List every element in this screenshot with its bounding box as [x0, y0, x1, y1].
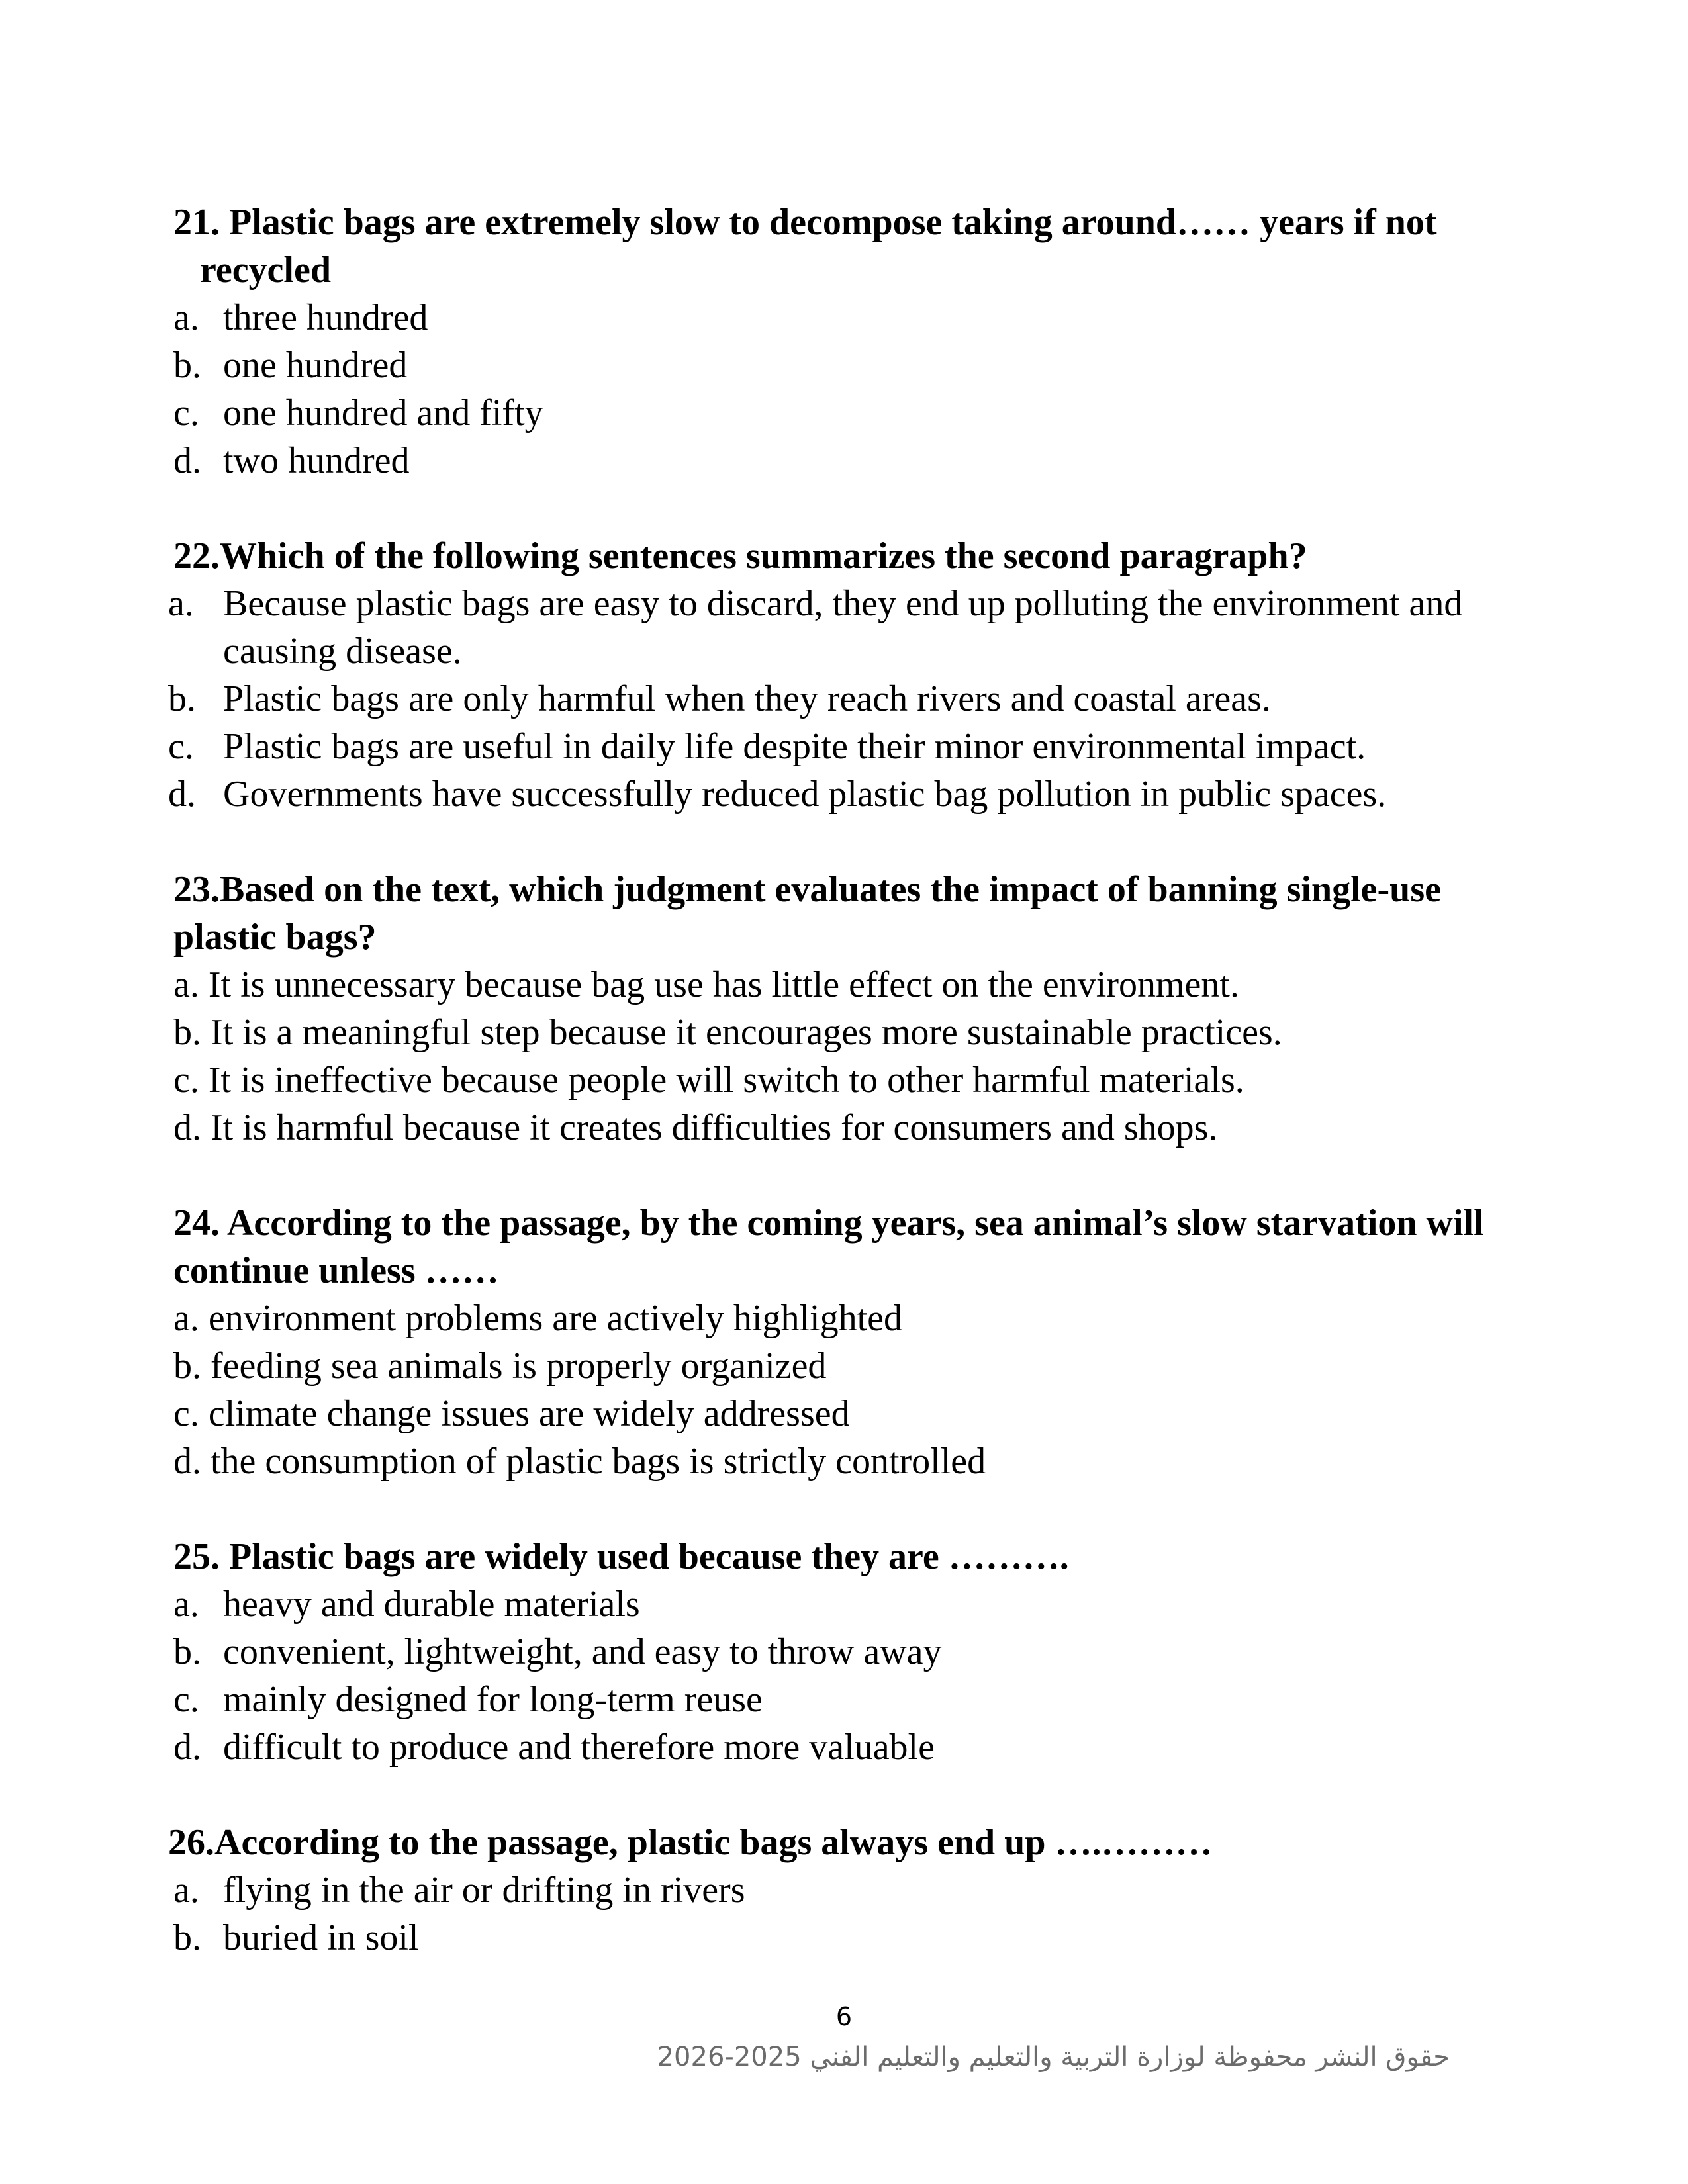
options-list	[173, 961, 1497, 1152]
question-23	[173, 866, 1497, 1152]
option-b	[173, 1342, 1497, 1390]
option-text: It is ineffective because people will switch to other harmful materials.	[208, 1060, 1244, 1101]
option-text: two hundred	[223, 440, 410, 481]
option-b	[168, 675, 1497, 723]
option-b	[173, 1914, 1497, 1962]
option-text: mainly designed for long-term reuse	[223, 1679, 763, 1720]
option-letter: d.	[168, 774, 196, 815]
option-letter: d.	[173, 1441, 201, 1482]
option-letter: a.	[173, 1298, 199, 1339]
option-text: flying in the air or drifting in rivers	[223, 1870, 745, 1911]
option-letter: b.	[173, 1012, 201, 1053]
option-letter: c.	[168, 726, 194, 767]
option-letter: a.	[173, 964, 199, 1005]
copyright-notice: حقوق النشر محفوظة لوزارة التربية والتعليم والتعليم الفني 2025-2026	[657, 2042, 1450, 2072]
option-a	[173, 1295, 1497, 1342]
option-d	[173, 1437, 1497, 1485]
option-text: It is unnecessary because bag use has little effect on the environment.	[208, 964, 1239, 1005]
option-text: environment problems are actively highlighted	[208, 1298, 902, 1339]
option-text: one hundred and fifty	[223, 392, 543, 433]
option-letter: b.	[173, 1345, 201, 1387]
option-text: It is a meaningful step because it encourages more sustainable practices.	[211, 1012, 1282, 1053]
option-b	[173, 1628, 1497, 1676]
question-25	[173, 1533, 1497, 1771]
option-a	[168, 580, 1497, 675]
option-a	[173, 1866, 1497, 1914]
option-text: Governments have successfully reduced plastic bag pollution in public spaces.	[223, 774, 1387, 815]
question-21	[173, 199, 1497, 484]
option-d	[173, 1723, 1497, 1771]
option-text: Because plastic bags are easy to discard, they end up polluting the environment and causing disease.	[223, 583, 1463, 672]
option-text: feeding sea animals is properly organized	[211, 1345, 827, 1387]
option-letter: d.	[173, 1727, 201, 1768]
option-text: buried in soil	[223, 1917, 419, 1958]
question-stem: 25. Plastic bags are widely used because they are ……….	[173, 1536, 1069, 1577]
option-d	[173, 437, 1497, 484]
option-c	[173, 1390, 1497, 1437]
question-stem: 24. According to the passage, by the coming years, sea animal’s slow starvation will continue unless ……	[173, 1203, 1484, 1291]
option-letter: d.	[173, 440, 201, 481]
exam-page-content	[168, 199, 1497, 1962]
option-text: convenient, lightweight, and easy to throw away	[223, 1631, 942, 1672]
question-22	[168, 532, 1497, 818]
option-a	[173, 961, 1497, 1009]
question-stem: 23.Based on the text, which judgment evaluates the impact of banning single-use plastic bags?	[173, 869, 1441, 958]
option-text: climate change issues are widely addressed	[208, 1393, 850, 1434]
option-text: the consumption of plastic bags is strictly controlled	[211, 1441, 986, 1482]
option-letter: b.	[173, 1917, 201, 1958]
page-number: 6	[835, 2002, 853, 2031]
option-c	[173, 389, 1497, 437]
question-24	[173, 1199, 1497, 1485]
option-a	[173, 294, 1497, 341]
option-text: It is harmful because it creates difficulties for consumers and shops.	[211, 1107, 1218, 1148]
option-b	[173, 341, 1497, 389]
question-stem: 26.According to the passage, plastic bags always end up ….………	[168, 1822, 1213, 1863]
option-letter: a.	[168, 583, 194, 624]
option-d	[168, 770, 1497, 818]
option-letter: c.	[173, 392, 199, 433]
option-text: Plastic bags are useful in daily life despite their minor environmental impact.	[223, 726, 1366, 767]
option-letter: b.	[173, 1631, 201, 1672]
option-d	[173, 1104, 1497, 1152]
option-text: three hundred	[223, 297, 428, 338]
option-text: one hundred	[223, 345, 408, 386]
option-letter: a.	[173, 297, 199, 338]
question-26	[168, 1819, 1497, 1962]
option-text: Plastic bags are only harmful when they reach rivers and coastal areas.	[223, 678, 1271, 719]
option-letter: d.	[173, 1107, 201, 1148]
option-c	[173, 1056, 1497, 1104]
options-list	[173, 1580, 1497, 1771]
option-text: heavy and durable materials	[223, 1584, 640, 1625]
options-list	[168, 580, 1497, 818]
options-list	[173, 294, 1497, 484]
options-list	[173, 1295, 1497, 1485]
option-c	[168, 723, 1497, 770]
question-stem: 22.Which of the following sentences summarizes the second paragraph?	[173, 535, 1307, 576]
option-a	[173, 1580, 1497, 1628]
question-stem: 21. Plastic bags are extremely slow to decompose taking around…… years if not recycled	[173, 202, 1437, 291]
option-text: difficult to produce and therefore more valuable	[223, 1727, 935, 1768]
option-letter: c.	[173, 1060, 199, 1101]
option-b	[173, 1009, 1497, 1056]
options-list	[173, 1866, 1497, 1962]
option-letter: c.	[173, 1679, 199, 1720]
option-letter: a.	[173, 1584, 199, 1625]
option-letter: b.	[173, 345, 201, 386]
option-letter: a.	[173, 1870, 199, 1911]
option-letter: b.	[168, 678, 196, 719]
option-c	[173, 1676, 1497, 1723]
option-letter: c.	[173, 1393, 199, 1434]
